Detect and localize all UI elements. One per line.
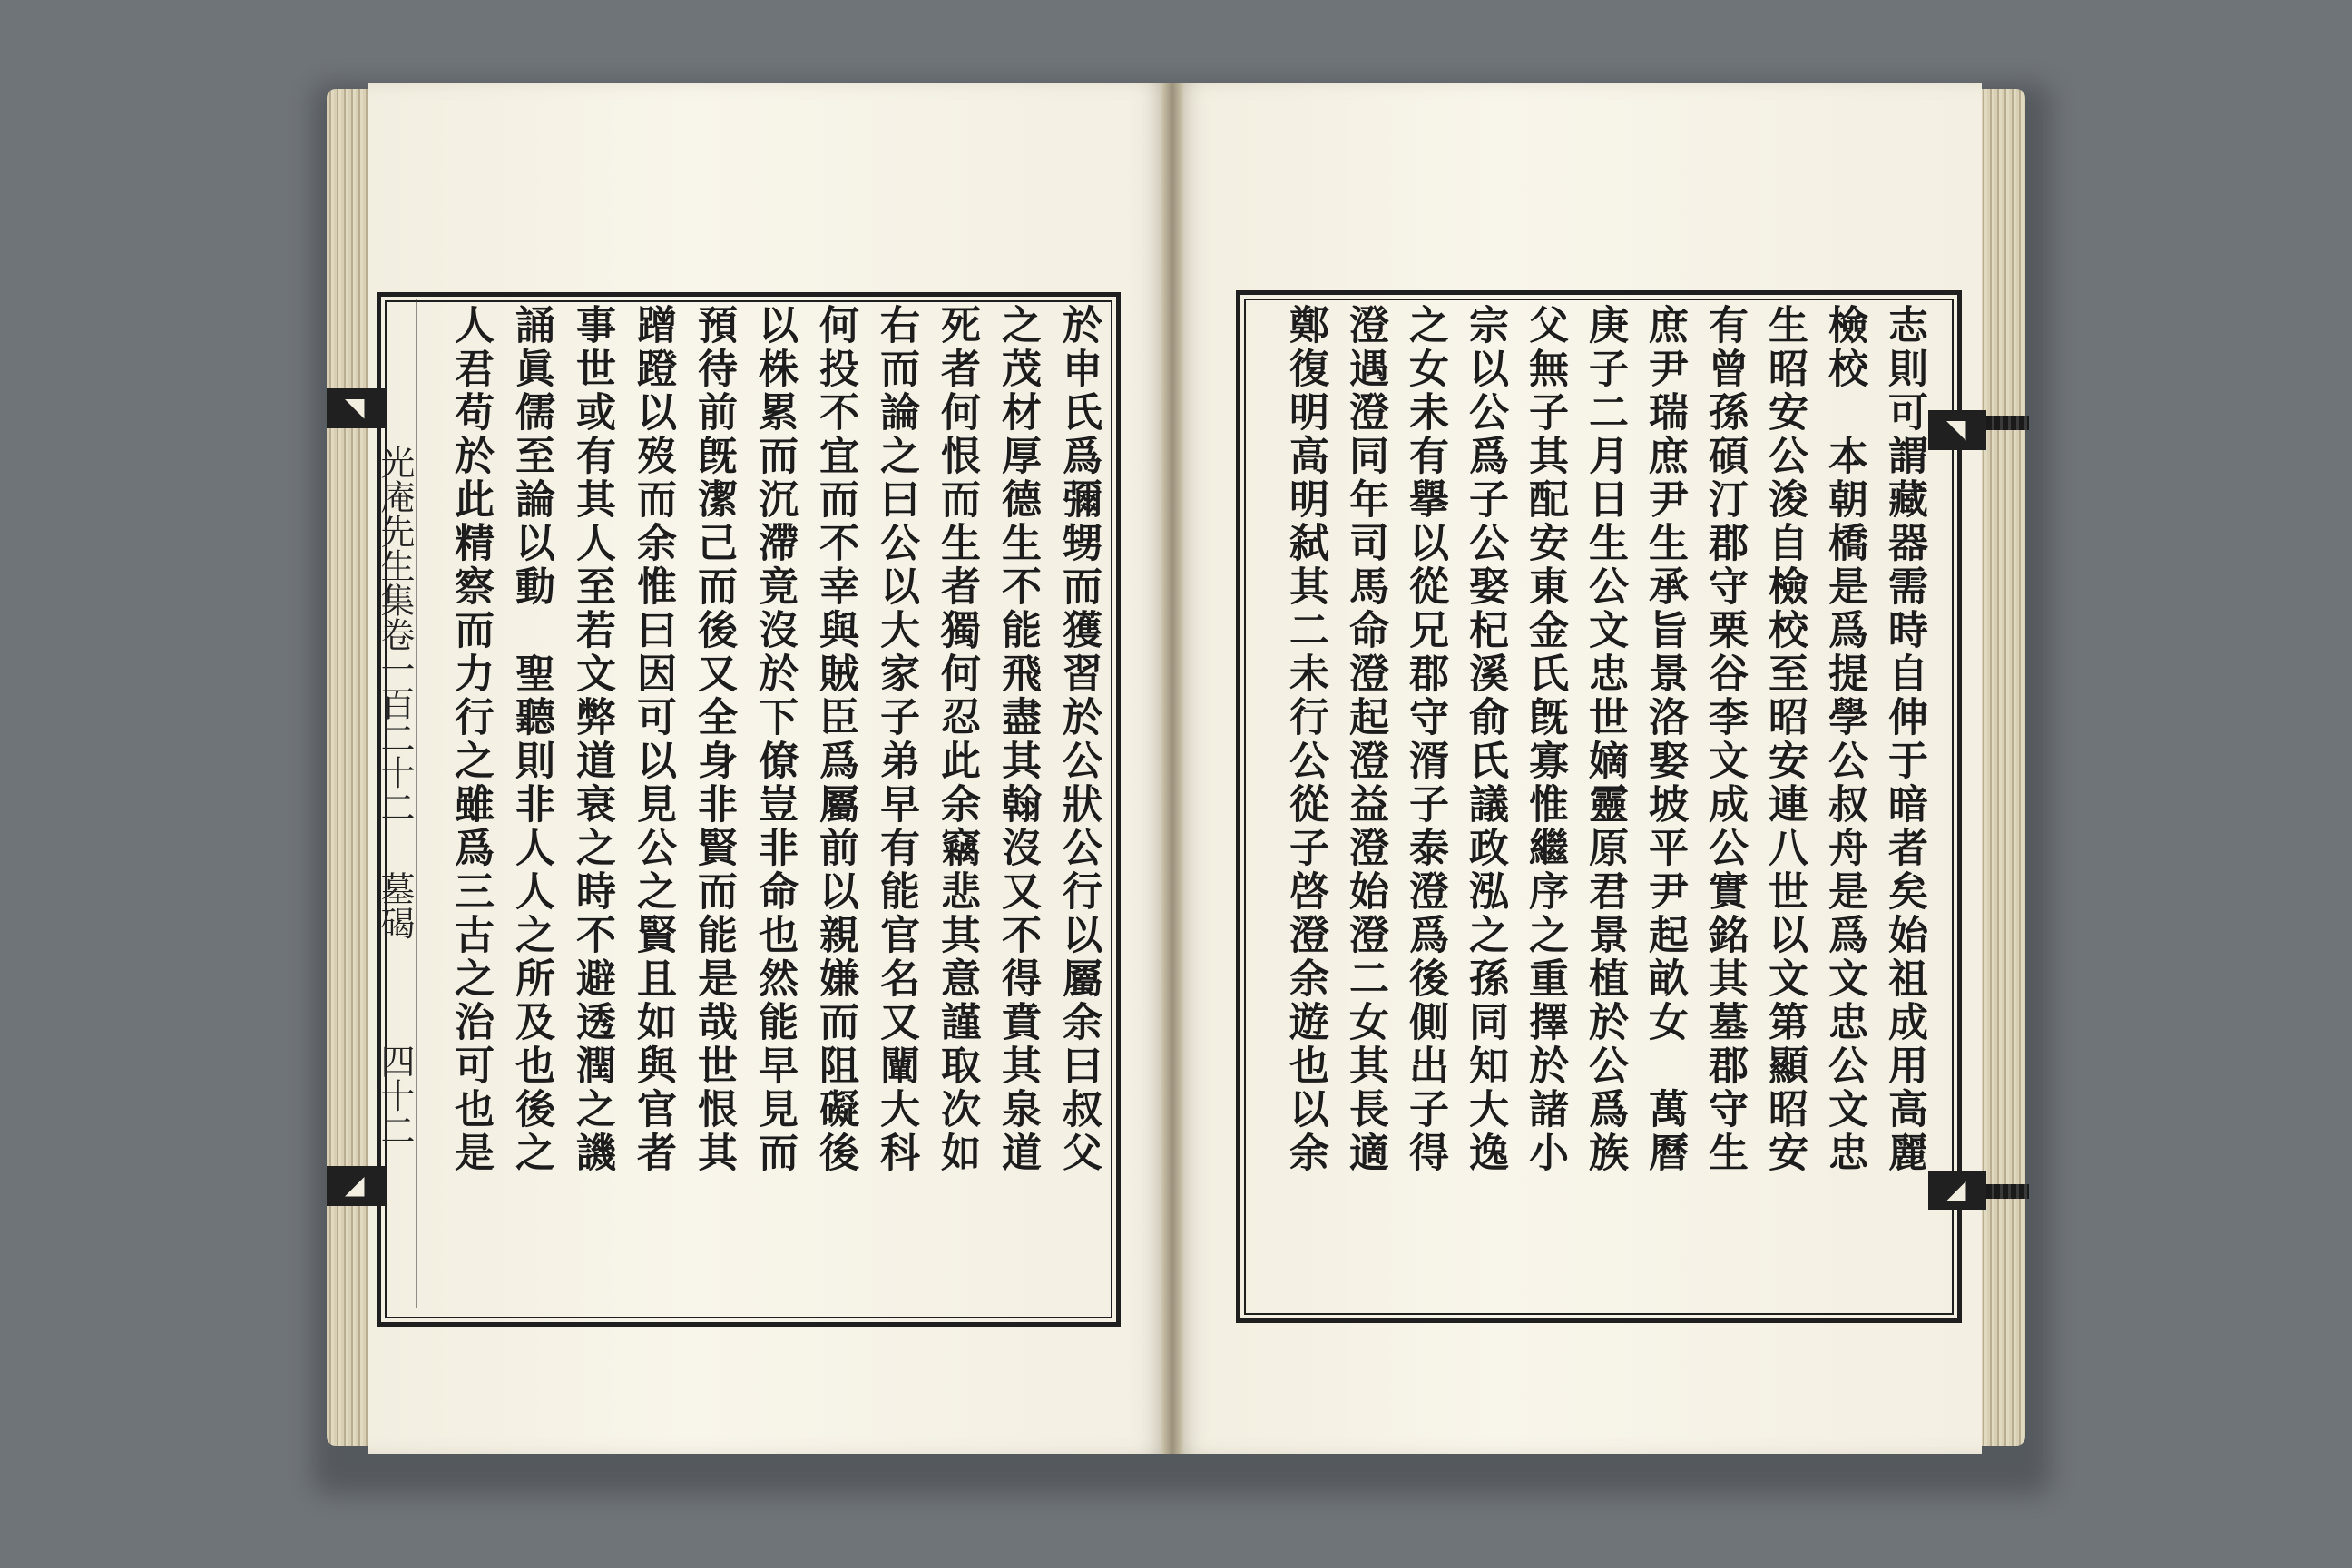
left-text-column-4: 右而論之曰公以大家子弟早有能官名又闡大科	[873, 304, 919, 1175]
right-text-column-6: 庚子二月日生公文忠世嫡靈原君景植於公爲族	[1582, 304, 1628, 1175]
right-text-column-3: 生昭安公浚自檢校至昭安連八世以文第顯昭安	[1761, 304, 1808, 1175]
left-text-column-1: 於申氏爲彌甥而獲習於公狀公行以屬余曰叔父	[1055, 304, 1102, 1175]
left-text-column-10: 誦眞儒至論以動 聖聽則非人人之所及也後之	[508, 304, 554, 1175]
folio-book-title: 光庵先生集卷一百二十二	[375, 445, 415, 824]
right-text-column-10: 澄遇澄同年司馬命澄起澄益澄始澄二女其長適	[1342, 304, 1388, 1175]
folio-section: 墓碣	[375, 871, 415, 940]
upper-fishtail-mark: ◥	[327, 388, 385, 428]
right-text-column-4: 有曾孫碩汀郡守栗谷李文成公實銘其墓郡守生	[1701, 304, 1748, 1175]
left-text-column-2: 之茂材厚德生不能飛盡其翰沒又不得賁其泉道	[995, 304, 1041, 1175]
right-text-column-9: 之女未有擧以從兄郡守湑子泰澄爲後側出子得	[1402, 304, 1448, 1175]
left-text-column-5: 何投不宜而不幸與賊臣爲屬前以親嫌而阻礙後	[812, 304, 858, 1175]
column-rule	[416, 299, 417, 1308]
left-text-column-9: 事世或有其人至若文弊道衰之時不避透潤之譏	[569, 304, 615, 1175]
lower-fishtail-mark: ◢	[327, 1166, 385, 1206]
right-text-column-8: 宗以公爲子公娶杞溪俞氏議政泓之孫同知大逸	[1462, 304, 1508, 1175]
right-text-column-11: 鄭復明高明弑其二未行公從子啓澄余遊也以余	[1282, 304, 1328, 1175]
right-upper-fishtail-mark: ◥	[1928, 410, 1986, 450]
left-text-column-8: 蹭蹬以歿而余惟曰因可以見公之賢且如與官者	[630, 304, 676, 1175]
left-text-column-3: 死者何恨而生者獨何忍此余竊悲其意謹取次如	[934, 304, 980, 1175]
left-text-column-6: 以株累而沉滯竟沒於下僚豈非命也然能早見而	[751, 304, 798, 1175]
right-text-column-1: 志則可謂藏器需時自伸于暗者矣始祖成用高麗	[1881, 304, 1927, 1175]
right-page-edges	[1980, 89, 2025, 1446]
book-gutter	[1161, 83, 1183, 1454]
left-text-column-11: 人君苟於此精察而力行之雖爲三古之治可也是	[447, 304, 494, 1175]
right-text-column-7: 父無子其配安東金氏旣寡惟繼序之重擇於諸小	[1522, 304, 1568, 1175]
right-lower-fishtail-mark: ◢	[1928, 1171, 1986, 1210]
right-text-column-5: 庶尹瑞庶尹生承旨景洛娶坡平尹起畝女 萬曆	[1642, 304, 1688, 1175]
folio-page-number: 四十二	[375, 1044, 415, 1147]
right-text-column-2: 檢校 本朝橋是爲提學公叔舟是爲文忠公文忠	[1821, 304, 1867, 1175]
left-text-column-7: 預待前旣潔己而後又全身非賢而能是哉世恨其	[691, 304, 737, 1175]
